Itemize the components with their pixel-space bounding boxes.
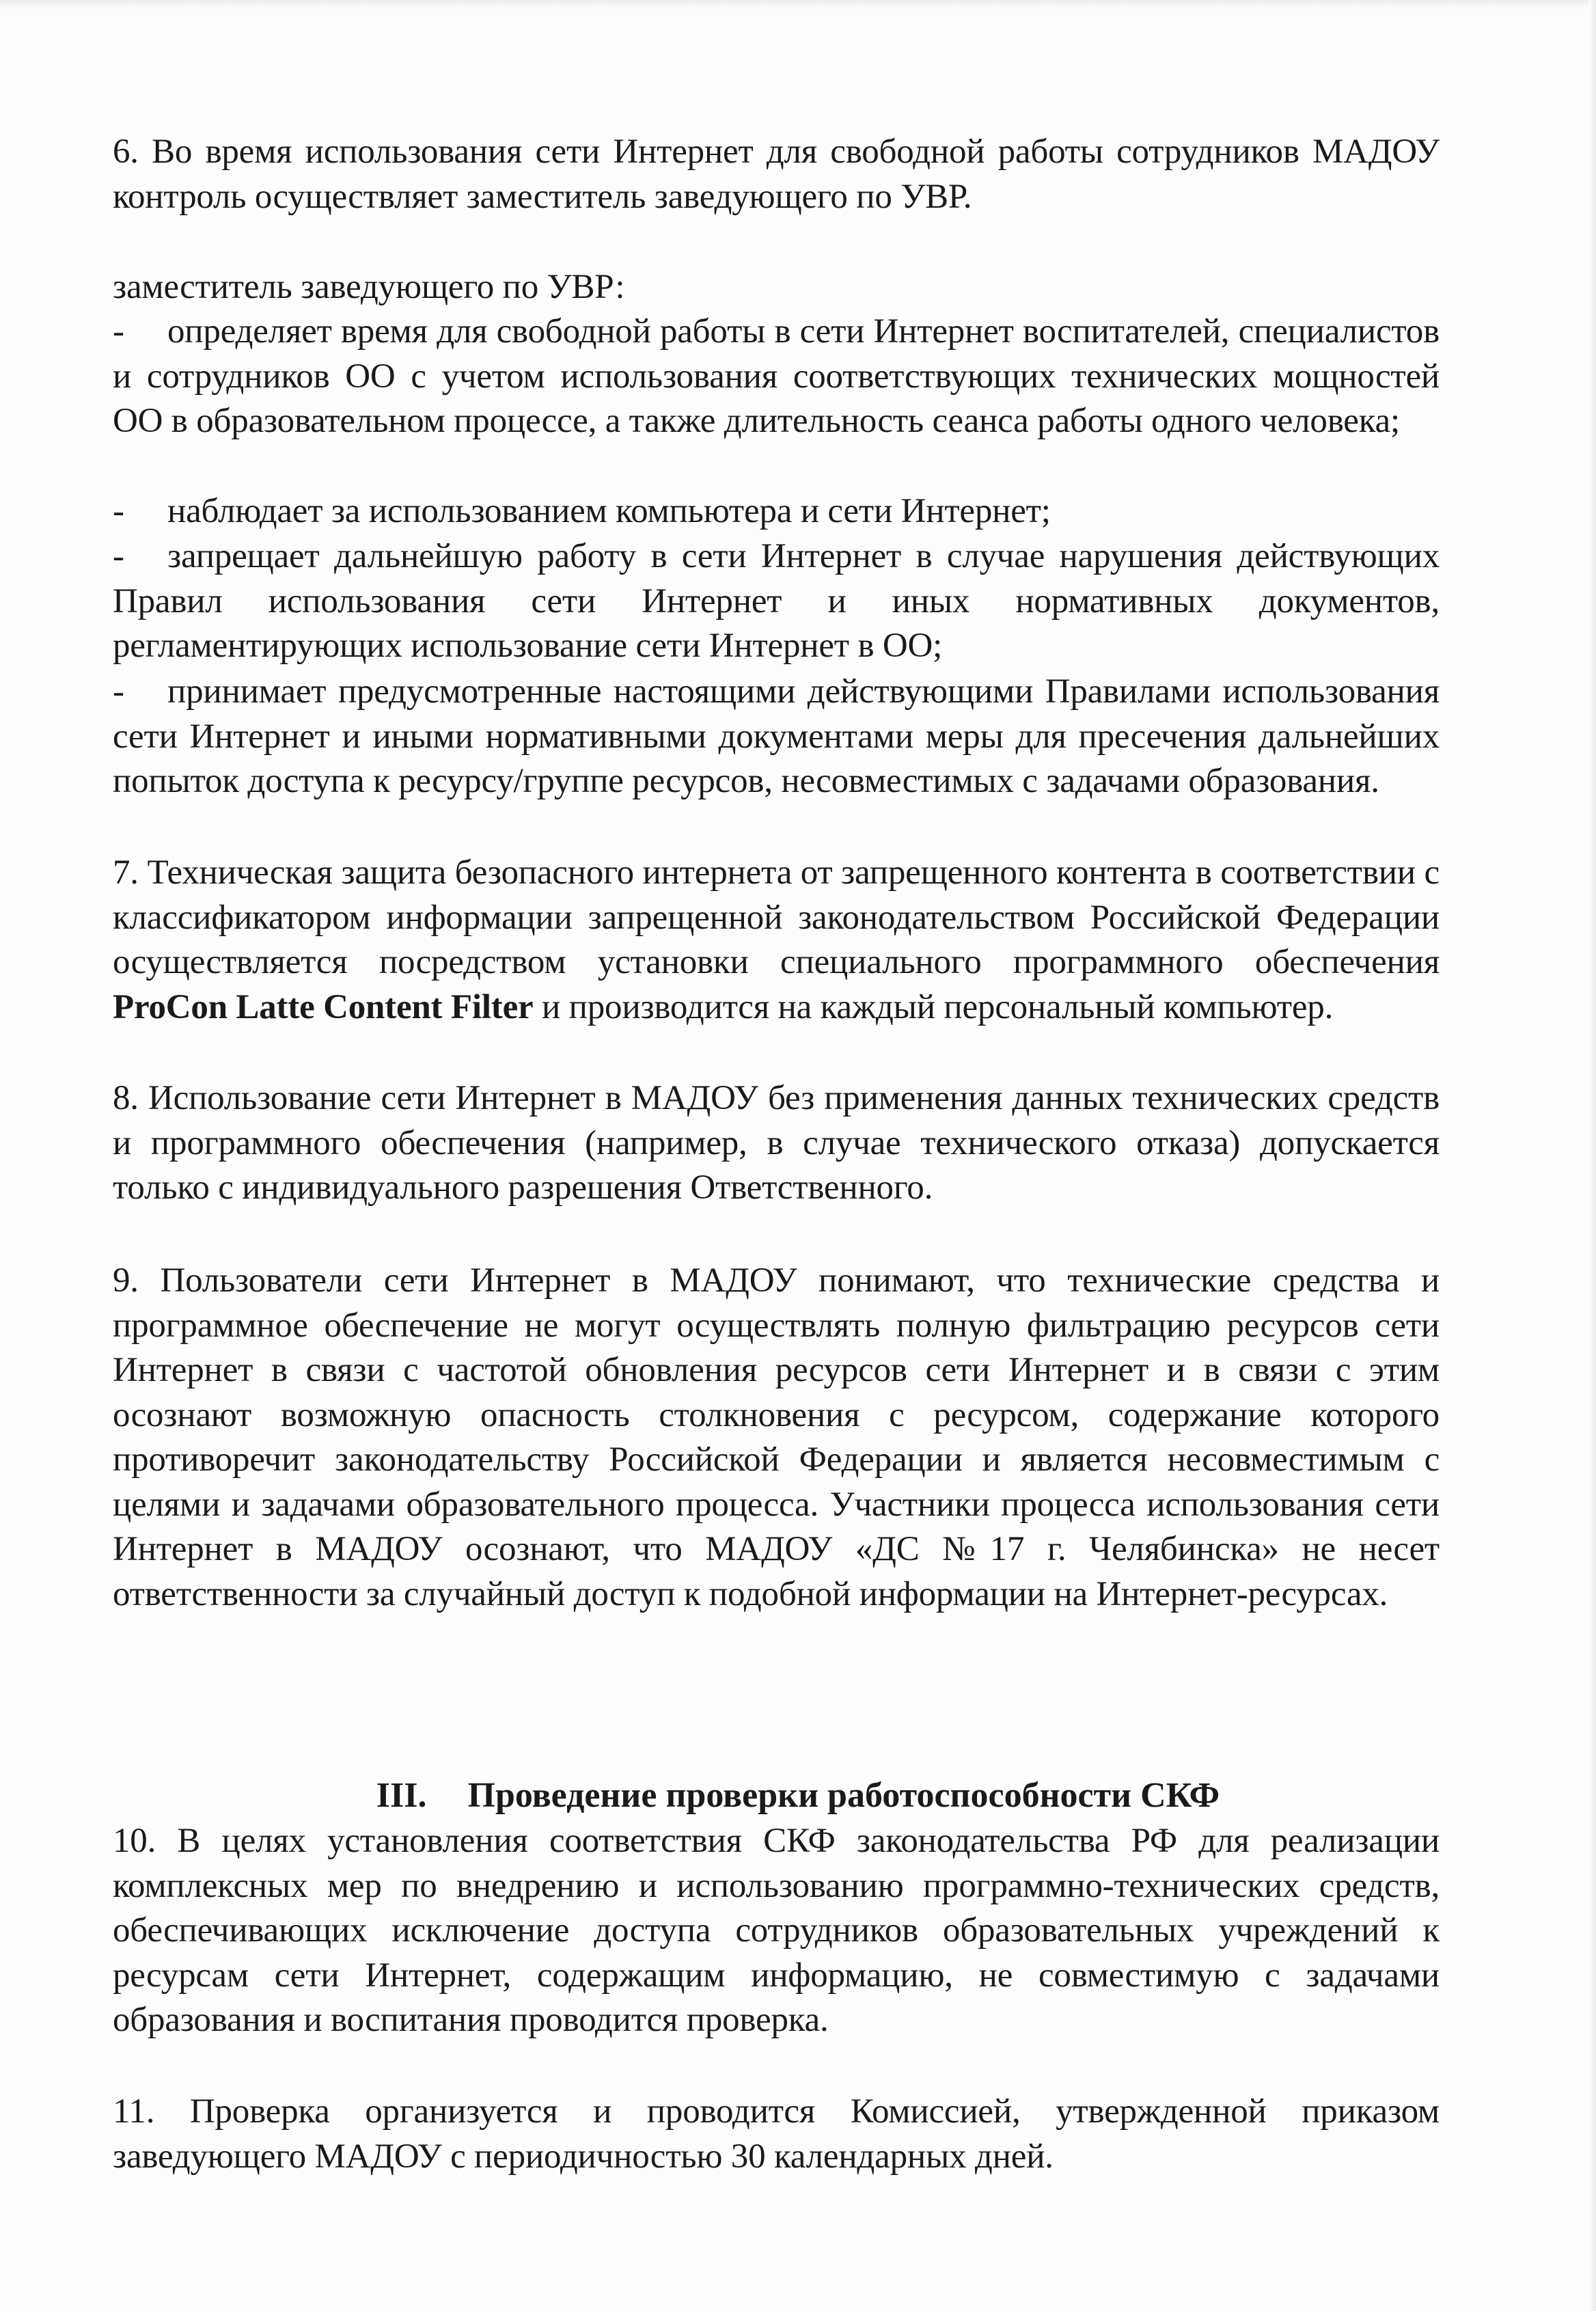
- bullet-marker: -: [113, 672, 124, 711]
- bullet-text: наблюдает за использованием компьютера и сети Интернет;: [167, 492, 1051, 530]
- bullet-text: определяет время для свободной работы в сети Интернет воспитателей, специалистов и сотрудников ОО с учетом использования соответствующих технических мощностей ОО в образовательном процессе, а также длительность сеанса работы одного человека;: [113, 312, 1440, 440]
- bullet-text: принимает предусмотренные настоящими действующими Правилами использования сети Интернет и иными нормативными документами меры для пресечения дальнейших попыток доступа к ресурсу/группе ресурсов, несовместимых с задачами образования.: [113, 672, 1440, 800]
- software-name: ProCon Latte Content Filter: [113, 987, 534, 1026]
- paragraph-6: 6. Во время использования сети Интернет для свободной работы сотрудников МАДОУ контроль осуществляет заместитель заведующего по УВР.: [113, 133, 1440, 216]
- list-item: [113, 534, 1440, 669]
- list-item: [113, 310, 1440, 444]
- section-number: III.: [376, 1776, 427, 1815]
- bullet-marker: -: [113, 492, 124, 530]
- bullet-text: запрещает дальнейшую работу в сети Интернет в случае нарушения действующих Правил использования сети Интернет и иных нормативных документов, регламентирующих использование сети Интернет в ОО;: [113, 537, 1440, 665]
- paragraph-11: 11. Проверка организуется и проводится Комиссией, утвержденной приказом заведующего МАДОУ с периодичностью 30 календарных дней.: [113, 2092, 1440, 2176]
- section-heading: [0, 1773, 1596, 1818]
- list-item: [113, 489, 1440, 534]
- paragraph-10: 10. В целях установления соответствия СКФ законодательства РФ для реализации комплексных мер по внедрению и использованию программно-технических средств, обеспечивающих исключение доступа сотрудников образовательных учреждений к ресурсам сети Интернет, содержащим информацию, не совместимую с задачами образования и воспитания проводится проверка.: [113, 1822, 1440, 2039]
- paragraph-7: [113, 851, 1440, 1030]
- paragraph-9: 9. Пользователи сети Интернет в МАДОУ понимают, что технические средства и программное обеспечение не могут осуществлять полную фильтрацию ресурсов сети Интернет в связи с частотой обновления ресурсов сети Интернет и в связи с этим осознают возможную опасность столкновения с ресурсом, содержание которого противоречит законодательству Российской Федерации и является несовместимым с целями и задачами образовательного процесса. Участники процесса использования сети Интернет в МАДОУ осознают, что МАДОУ «ДС №17 г. Челябинска» не несет ответственности за случайный доступ к подобной информации на Интернет-ресурсах.: [113, 1261, 1440, 1613]
- scan-top-edge: [0, 0, 1596, 10]
- bullet-marker: -: [113, 537, 124, 575]
- section-title: Проведение проверки работоспособности СКФ: [467, 1776, 1220, 1815]
- deputy-intro: заместитель заведующего по УВР:: [113, 268, 625, 306]
- p7-text-before: 7. Техническая защита безопасного интернета от запрещенного контента в соответствии с классификатором информации запрещенной законодательством Российской Федерации осуществляется посредством установки специального программного обеспечения: [113, 853, 1440, 981]
- scan-right-edge: [1589, 0, 1596, 2311]
- p7-text-after: и производится на каждый персональный компьютер.: [542, 987, 1334, 1026]
- list-item: [113, 670, 1440, 804]
- bullet-marker: -: [113, 312, 124, 351]
- paragraph-8: 8. Использование сети Интернет в МАДОУ без применения данных технических средств и программного обеспечения (например, в случае технического отказа) допускается только с индивидуального разрешения Ответственного.: [113, 1079, 1440, 1207]
